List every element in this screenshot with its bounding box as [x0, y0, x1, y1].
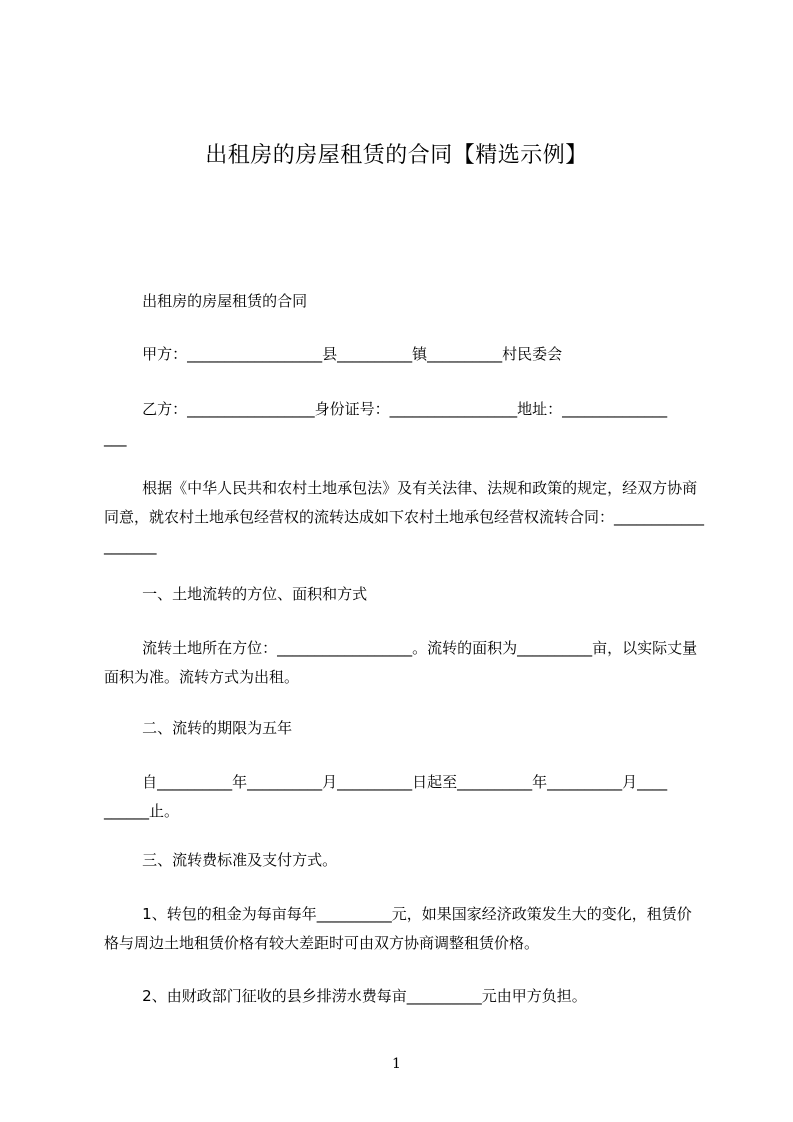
party-a-line: 甲方：__________________县__________镇__________村民委会: [104, 345, 563, 363]
page-number: 1: [392, 1056, 401, 1072]
contract-subtitle: 出租房的房屋租赁的合同: [104, 292, 308, 310]
preamble-paragraph: 根据《中华人民共和农村土地承包法》及有关法律、法规和政策的规定，经双方协商同意，就农村土地承包经营权的流转达成如下农村土地承包经营权流转合同：___________________: [104, 479, 705, 555]
location-area-paragraph: 流转土地所在方位：__________________。流转的面积为__________亩，以实际丈量面积为准。流转方式为出租。: [104, 639, 698, 686]
section-heading-2: 二、流转的期限为五年: [104, 719, 293, 737]
term-dates-paragraph: 自__________年__________月__________日起至__________年__________月____ ______止。: [104, 773, 668, 820]
section-heading-3: 三、流转费标准及支付方式。: [104, 851, 338, 869]
rent-clause-2: 2、由财政部门征收的县乡排涝水费每亩__________元由甲方负担。: [104, 987, 587, 1005]
section-heading-1: 一、土地流转的方位、面积和方式: [104, 585, 368, 603]
rent-clause-1: 1、转包的租金为每亩每年__________元，如果国家经济政策发生大的变化，租赁价格与周边土地租赁价格有较大差距时可由双方协商调整租赁价格。: [104, 905, 692, 952]
document-title: 出租房的房屋租赁的合同【精选示例】: [205, 143, 588, 168]
party-b-line: 乙方：_________________身份证号：_________________地址：______________ ___: [104, 400, 668, 447]
